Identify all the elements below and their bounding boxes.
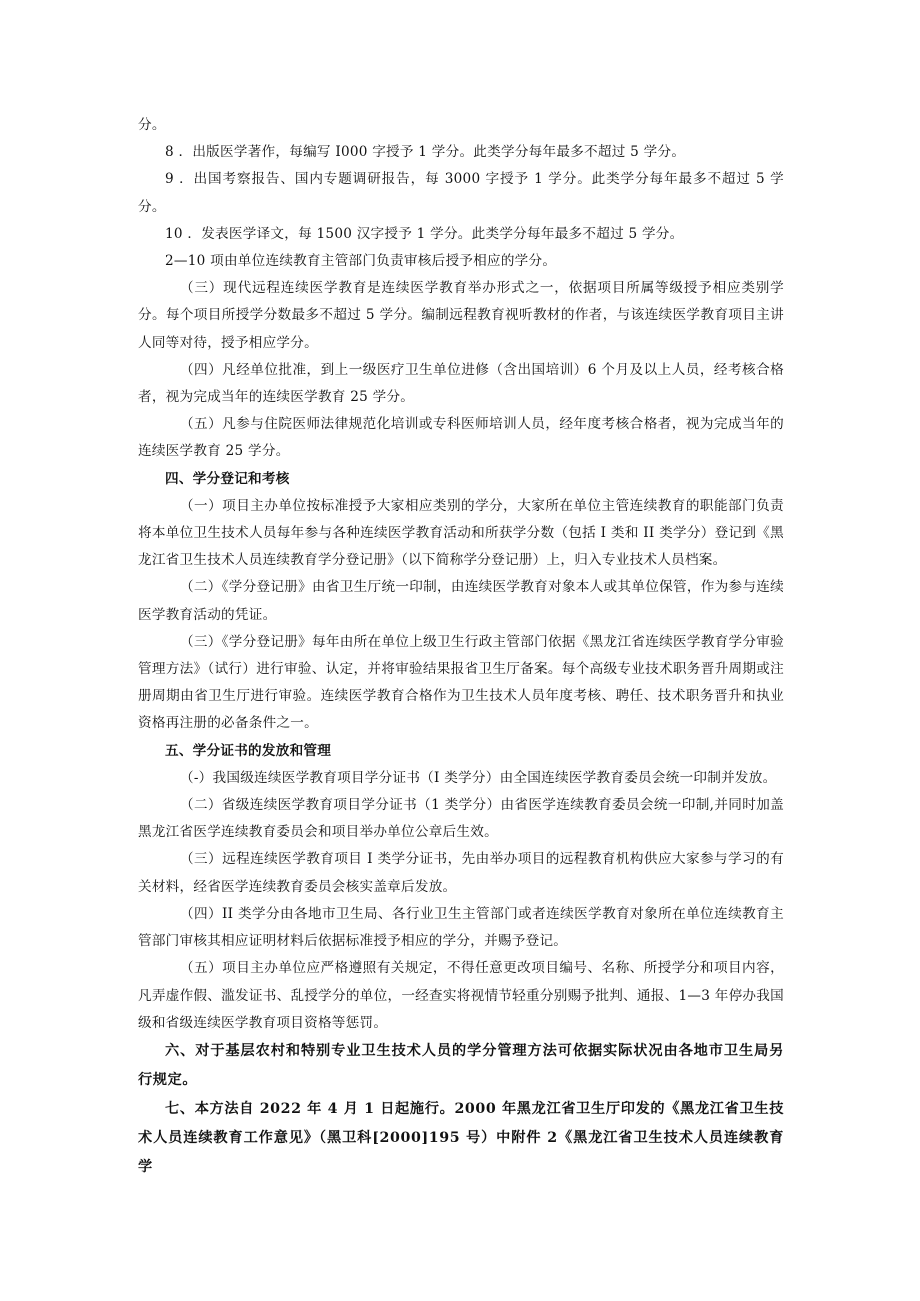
section-heading-4: 四、学分登记和考核 [165, 470, 290, 487]
document-body [138, 112, 784, 1182]
paragraph-5-1: （-）我国级连续医学教育项目学分证书（I 类学分）由全国连续医学教育委员会统一印制并发放。 [180, 769, 777, 786]
section-heading-5: 五、学分证书的发放和管理 [165, 742, 332, 759]
paragraph-4-1: （一）项目主办单位按标准授予大家相应类别的学分，大家所在单位主管连续教育的职能部门负责将本单位卫生技术人员每年参与各种连续医学教育活动和所获学分数（包括 I 类和 II 类学分）登记到《黑龙江省卫生技术人员连续教育学分登记册》（以下简称学分登记册）上，归入专业技术人员档案。 [138, 497, 784, 569]
paragraph-4-3: （三）《学分登记册》每年由所在单位上级卫生行政主管部门依据《黑龙江省连续医学教育学分审验管理方法》（试行）进行审验、认定，并将审验结果报省卫生厅备案。每个高级专业技术职务晋升周期或注册周期由省卫生厅进行审验。连续医学教育合格作为卫生技术人员年度考核、聘任、技术职务晋升和执业资格再注册的必备条件之一。 [138, 633, 784, 732]
paragraph-clause-3-remote: （三）现代远程连续医学教育是连续医学教育举办形式之一，依据项目所属等级授予相应类别学分。每个项目所授学分数最多不超过 5 学分。编制远程教育视听教材的作者，与该连续医学教育项目主讲人同等对待，授予相应学分。 [138, 280, 784, 351]
paragraph-5-4: （四）II 类学分由各地市卫生局、各行业卫生主管部门或者连续医学教育对象所在单位连续教育主管部门审核其相应证明材料后依据标准授予相应的学分，并赐予登记。 [138, 905, 784, 950]
paragraph-item-9: 9 ．出国考察报告、国内专题调研报告，每 3000 字授予 1 学分。此类学分每年最多不超过 5 学分。 [138, 171, 784, 215]
paragraph-5-2: （二）省级连续医学教育项目学分证书（1 类学分）由省医学连续教育委员会统一印制,并同时加盖黑龙江省医学连续教育委员会和项目举办单位公章后生效。 [138, 797, 784, 841]
paragraph-clause-5-residency: （五）凡参与住院医师法律规范化培训或专科医师培训人员，经年度考核合格者，视为完成当年的连续医学教育 25 学分。 [138, 416, 784, 460]
paragraph-5-5: （五）项目主办单位应严格遵照有关规定，不得任意更改项目编号、名称、所授学分和项目内容，凡弄虚作假、滥发证书、乱授学分的单位，一经查实将视情节轻重分别赐予批判、通报、1—3 年停办我国级和省级连续医学教育项目资格等惩罚。 [138, 960, 784, 1031]
section-7-paragraph: 七、本方法自 2022 年 4 月 1 日起施行。2000 年黑龙江省卫生厅印发的《黑龙江省卫生技术人员连续教育工作意见》（黑卫科[2000]195 号）中附件 2《黑龙江省卫生技术人员连续教育学 [138, 1100, 784, 1175]
paragraph-5-3: （三）远程连续医学教育项目 I 类学分证书，先由举办项目的远程教育机构供应大家参与学习的有关材料，经省医学连续教育委员会核实盖章后发放。 [138, 851, 784, 895]
paragraph-item-10: 10 ．发表医学译文，每 1500 汉字授予 1 学分。此类学分每年最多不超过 5 学分。 [165, 225, 684, 242]
paragraph-4-2: （二）《学分登记册》由省卫生厅统一印制，由连续医学教育对象本人或其单位保管，作为参与连续医学教育活动的凭证。 [138, 579, 784, 623]
section-6-paragraph: 六、对于基层农村和特别专业卫生技术人员的学分管理方法可依据实际状况由各地市卫生局另行规定。 [138, 1042, 784, 1088]
paragraph-item-8: 8 ．出版医学著作，每编写 I000 字授予 1 学分。此类学分每年最多不超过 5 学分。 [165, 144, 686, 161]
paragraph-continuation: 分。 [138, 117, 166, 133]
paragraph-clause-4-training: （四）凡经单位批准，到上一级医疗卫生单位进修（含出国培训）6 个月及以上人员，经考核合格者，视为完成当年的连续医学教育 25 学分。 [138, 361, 784, 406]
paragraph-items-2-10-note: 2—10 项由单位连续教育主管部门负责审核后授予相应的学分。 [165, 253, 557, 270]
